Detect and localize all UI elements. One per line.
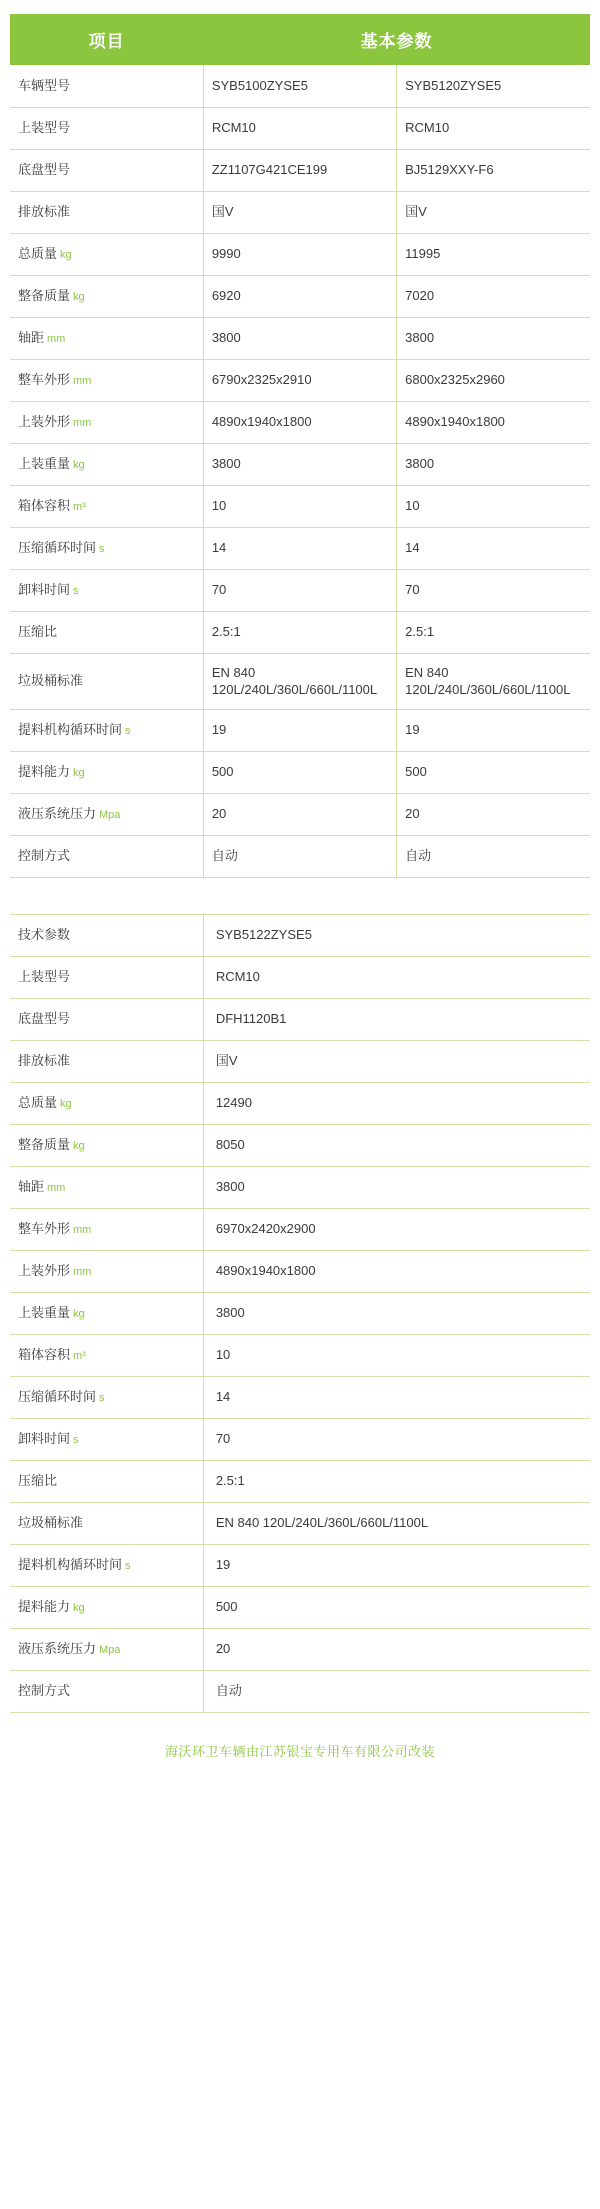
row-value: 国V	[203, 1040, 590, 1082]
row-value-col1: 国V	[203, 191, 396, 233]
row-label-unit: kg	[73, 767, 85, 780]
row-value-col2: RCM10	[397, 107, 590, 149]
row-value-col1: 4890x1940x1800	[203, 401, 396, 443]
row-value-col2: EN 840 120L/240L/360L/660L/1100L	[397, 653, 590, 709]
row-label-text: 压缩比	[18, 624, 58, 640]
row-value: 19	[203, 1544, 590, 1586]
row-value-col2: 国V	[397, 191, 590, 233]
row-value: 3800	[203, 1292, 590, 1334]
row-label-text: 车辆型号	[18, 77, 71, 93]
row-label-unit: kg	[73, 1308, 85, 1321]
row-label-text: 上装重量	[18, 456, 71, 472]
row-value-col2: 20	[397, 793, 590, 835]
row-label	[10, 1040, 203, 1082]
row-value-col1: SYB5100ZYSE5	[203, 65, 396, 107]
row-label	[10, 998, 203, 1040]
row-label-text: 提料机构循环时间	[18, 722, 123, 738]
table-row	[10, 835, 590, 877]
row-label	[10, 1418, 203, 1460]
row-label-text: 卸料时间	[18, 1431, 71, 1447]
row-label	[10, 1292, 203, 1334]
row-value-col1: 20	[203, 793, 396, 835]
row-label	[10, 443, 203, 485]
row-label-unit: kg	[60, 249, 72, 262]
table-row	[10, 65, 590, 107]
table-row	[10, 956, 590, 998]
row-label-unit: m³	[73, 501, 86, 514]
row-label-text: 技术参数	[18, 927, 71, 943]
row-label-unit: s	[99, 1392, 105, 1405]
row-label-unit: s	[99, 543, 105, 556]
row-value-col1: EN 840 120L/240L/360L/660L/1100L	[203, 653, 396, 709]
footer-note: 海沃环卫车辆由江苏银宝专用车有限公司改装	[164, 1743, 435, 1759]
row-label	[10, 191, 203, 233]
row-label-text: 控制方式	[18, 1683, 71, 1699]
row-label	[10, 914, 203, 956]
row-label-text: 上装外形	[18, 1263, 71, 1279]
row-label-text: 排放标准	[18, 1053, 71, 1069]
row-label	[10, 1544, 203, 1586]
row-value-col2: BJ5129XXY-F6	[397, 149, 590, 191]
row-label-text: 液压系统压力	[18, 806, 97, 822]
row-label-text: 垃圾桶标准	[18, 673, 84, 689]
table-row	[10, 107, 590, 149]
table-row	[10, 275, 590, 317]
row-value-col2: SYB5120ZYSE5	[397, 65, 590, 107]
row-label-unit: kg	[60, 1098, 72, 1111]
row-label-unit: Mpa	[99, 809, 121, 822]
table-row	[10, 914, 590, 956]
table-row	[10, 569, 590, 611]
row-value-col2: 2.5:1	[397, 611, 590, 653]
row-value-col1: 6920	[203, 275, 396, 317]
row-label-unit: mm	[73, 1224, 92, 1237]
row-value-col2: 14	[397, 527, 590, 569]
row-label-text: 底盘型号	[18, 1011, 71, 1027]
table-row	[10, 1166, 590, 1208]
row-value-col1: 9990	[203, 233, 396, 275]
row-label	[10, 1082, 203, 1124]
table-row	[10, 1376, 590, 1418]
row-value-col2: 10	[397, 485, 590, 527]
table-row	[10, 793, 590, 835]
row-value-col2: 500	[397, 751, 590, 793]
row-label-text: 上装重量	[18, 1305, 71, 1321]
row-label-text: 压缩比	[18, 1473, 58, 1489]
table-row	[10, 611, 590, 653]
table-row	[10, 1082, 590, 1124]
row-value: 自动	[203, 1670, 590, 1712]
row-label-unit: kg	[73, 1140, 85, 1153]
row-label-text: 垃圾桶标准	[18, 1515, 84, 1531]
table-row	[10, 1040, 590, 1082]
row-label-text: 总质量	[18, 1095, 58, 1111]
row-label-unit: mm	[47, 1182, 66, 1195]
row-value-col1: 14	[203, 527, 396, 569]
row-value-col2: 4890x1940x1800	[397, 401, 590, 443]
row-value-col1: ZZ1107G421CE199	[203, 149, 396, 191]
table-row	[10, 1544, 590, 1586]
row-label	[10, 569, 203, 611]
row-value: 2.5:1	[203, 1460, 590, 1502]
header-cell-params: 基本参数	[203, 14, 590, 65]
row-label	[10, 835, 203, 877]
row-value-col1: RCM10	[203, 107, 396, 149]
row-value: 70	[203, 1418, 590, 1460]
row-label-text: 上装型号	[18, 120, 71, 136]
table-row	[10, 443, 590, 485]
row-label	[10, 751, 203, 793]
row-label	[10, 149, 203, 191]
row-label-unit: Mpa	[99, 1644, 121, 1657]
table-row	[10, 998, 590, 1040]
row-label-text: 上装型号	[18, 969, 71, 985]
table-row	[10, 1208, 590, 1250]
row-label-unit: kg	[73, 1602, 85, 1615]
row-value-col2: 3800	[397, 317, 590, 359]
table-row	[10, 317, 590, 359]
table-row	[10, 149, 590, 191]
row-value: 3800	[203, 1166, 590, 1208]
row-label-text: 底盘型号	[18, 162, 71, 178]
row-value-col2: 70	[397, 569, 590, 611]
table-row	[10, 401, 590, 443]
row-label-text: 压缩循环时间	[18, 1389, 97, 1405]
table-row	[10, 233, 590, 275]
row-label-text: 整车外形	[18, 1221, 71, 1237]
row-value-col2: 11995	[397, 233, 590, 275]
row-value: 14	[203, 1376, 590, 1418]
row-label-text: 整备质量	[18, 288, 71, 304]
row-value-col2: 3800	[397, 443, 590, 485]
row-label	[10, 1334, 203, 1376]
table-row	[10, 1418, 590, 1460]
row-label-unit: s	[125, 1560, 131, 1573]
row-value: EN 840 120L/240L/360L/660L/1100L	[203, 1502, 590, 1544]
row-value: 20	[203, 1628, 590, 1670]
row-label	[10, 317, 203, 359]
row-value-col2: 自动	[397, 835, 590, 877]
row-value: 10	[203, 1334, 590, 1376]
row-label	[10, 611, 203, 653]
row-value-col1: 70	[203, 569, 396, 611]
row-value-col2: 6800x2325x2960	[397, 359, 590, 401]
row-label	[10, 1586, 203, 1628]
row-value-col1: 3800	[203, 317, 396, 359]
row-label-text: 箱体容积	[18, 1347, 71, 1363]
row-label	[10, 1124, 203, 1166]
row-value: 8050	[203, 1124, 590, 1166]
row-label	[10, 275, 203, 317]
row-label	[10, 1628, 203, 1670]
table-row	[10, 191, 590, 233]
row-value: SYB5122ZYSE5	[203, 914, 590, 956]
row-label	[10, 1208, 203, 1250]
row-value-col1: 2.5:1	[203, 611, 396, 653]
row-label-text: 整车外形	[18, 372, 71, 388]
row-label-text: 提料能力	[18, 1599, 71, 1615]
row-value: 4890x1940x1800	[203, 1250, 590, 1292]
row-value: 6970x2420x2900	[203, 1208, 590, 1250]
row-value: RCM10	[203, 956, 590, 998]
row-label	[10, 359, 203, 401]
row-label-text: 总质量	[18, 246, 58, 262]
table-row	[10, 1292, 590, 1334]
row-label	[10, 1460, 203, 1502]
row-value-col1: 自动	[203, 835, 396, 877]
table-row	[10, 1670, 590, 1712]
row-value-col1: 6790x2325x2910	[203, 359, 396, 401]
row-label-unit: mm	[73, 1266, 92, 1279]
row-label-unit: kg	[73, 459, 85, 472]
table-row	[10, 1124, 590, 1166]
table-row	[10, 1502, 590, 1544]
row-value-col1: 3800	[203, 443, 396, 485]
row-label-text: 提料能力	[18, 764, 71, 780]
row-label	[10, 956, 203, 998]
table-row	[10, 1628, 590, 1670]
row-label-text: 提料机构循环时间	[18, 1557, 123, 1573]
row-label	[10, 1166, 203, 1208]
technical-parameters-table	[10, 914, 590, 1713]
row-value-col1: 10	[203, 485, 396, 527]
row-label-text: 轴距	[18, 330, 45, 346]
table-row	[10, 1460, 590, 1502]
row-label-text: 控制方式	[18, 848, 71, 864]
row-label	[10, 485, 203, 527]
row-label-text: 排放标准	[18, 204, 71, 220]
row-value-col2: 19	[397, 709, 590, 751]
row-label	[10, 653, 203, 709]
row-label-text: 液压系统压力	[18, 1641, 97, 1657]
row-label-unit: s	[73, 1434, 79, 1447]
row-label	[10, 1670, 203, 1712]
table-row	[10, 359, 590, 401]
row-label	[10, 709, 203, 751]
row-label-unit: kg	[73, 291, 85, 304]
row-value: 500	[203, 1586, 590, 1628]
table-row	[10, 485, 590, 527]
row-label	[10, 527, 203, 569]
row-label-text: 轴距	[18, 1179, 45, 1195]
basic-parameters-table	[10, 14, 590, 878]
basic-parameters-header-row	[10, 14, 590, 65]
table-row	[10, 1334, 590, 1376]
row-label	[10, 1502, 203, 1544]
row-label	[10, 1250, 203, 1292]
row-label-text: 整备质量	[18, 1137, 71, 1153]
table-row	[10, 653, 590, 709]
table-row	[10, 1250, 590, 1292]
header-cell-item: 项目	[10, 14, 203, 65]
row-label	[10, 65, 203, 107]
row-value-col1: 500	[203, 751, 396, 793]
row-label	[10, 233, 203, 275]
table-row	[10, 751, 590, 793]
row-label-text: 箱体容积	[18, 498, 71, 514]
row-label	[10, 793, 203, 835]
basic-parameters-rows	[10, 65, 590, 877]
basic-parameters-body	[10, 14, 590, 65]
row-label-unit: mm	[73, 375, 92, 388]
table-separator	[10, 878, 590, 914]
row-label	[10, 401, 203, 443]
row-value: 12490	[203, 1082, 590, 1124]
row-label-unit: mm	[47, 333, 66, 346]
row-label-unit: m³	[73, 1350, 86, 1363]
row-label-text: 上装外形	[18, 414, 71, 430]
row-value: DFH1120B1	[203, 998, 590, 1040]
row-label	[10, 1376, 203, 1418]
row-label-text: 压缩循环时间	[18, 540, 97, 556]
row-label-unit: s	[125, 725, 131, 738]
row-value-col1: 19	[203, 709, 396, 751]
technical-parameters-rows	[10, 914, 590, 1712]
row-label-unit: mm	[73, 417, 92, 430]
row-value-col2: 7020	[397, 275, 590, 317]
row-label	[10, 107, 203, 149]
row-label-unit: s	[73, 585, 79, 598]
row-label-text: 卸料时间	[18, 582, 71, 598]
table-row	[10, 527, 590, 569]
table-row	[10, 1586, 590, 1628]
table-row	[10, 709, 590, 751]
